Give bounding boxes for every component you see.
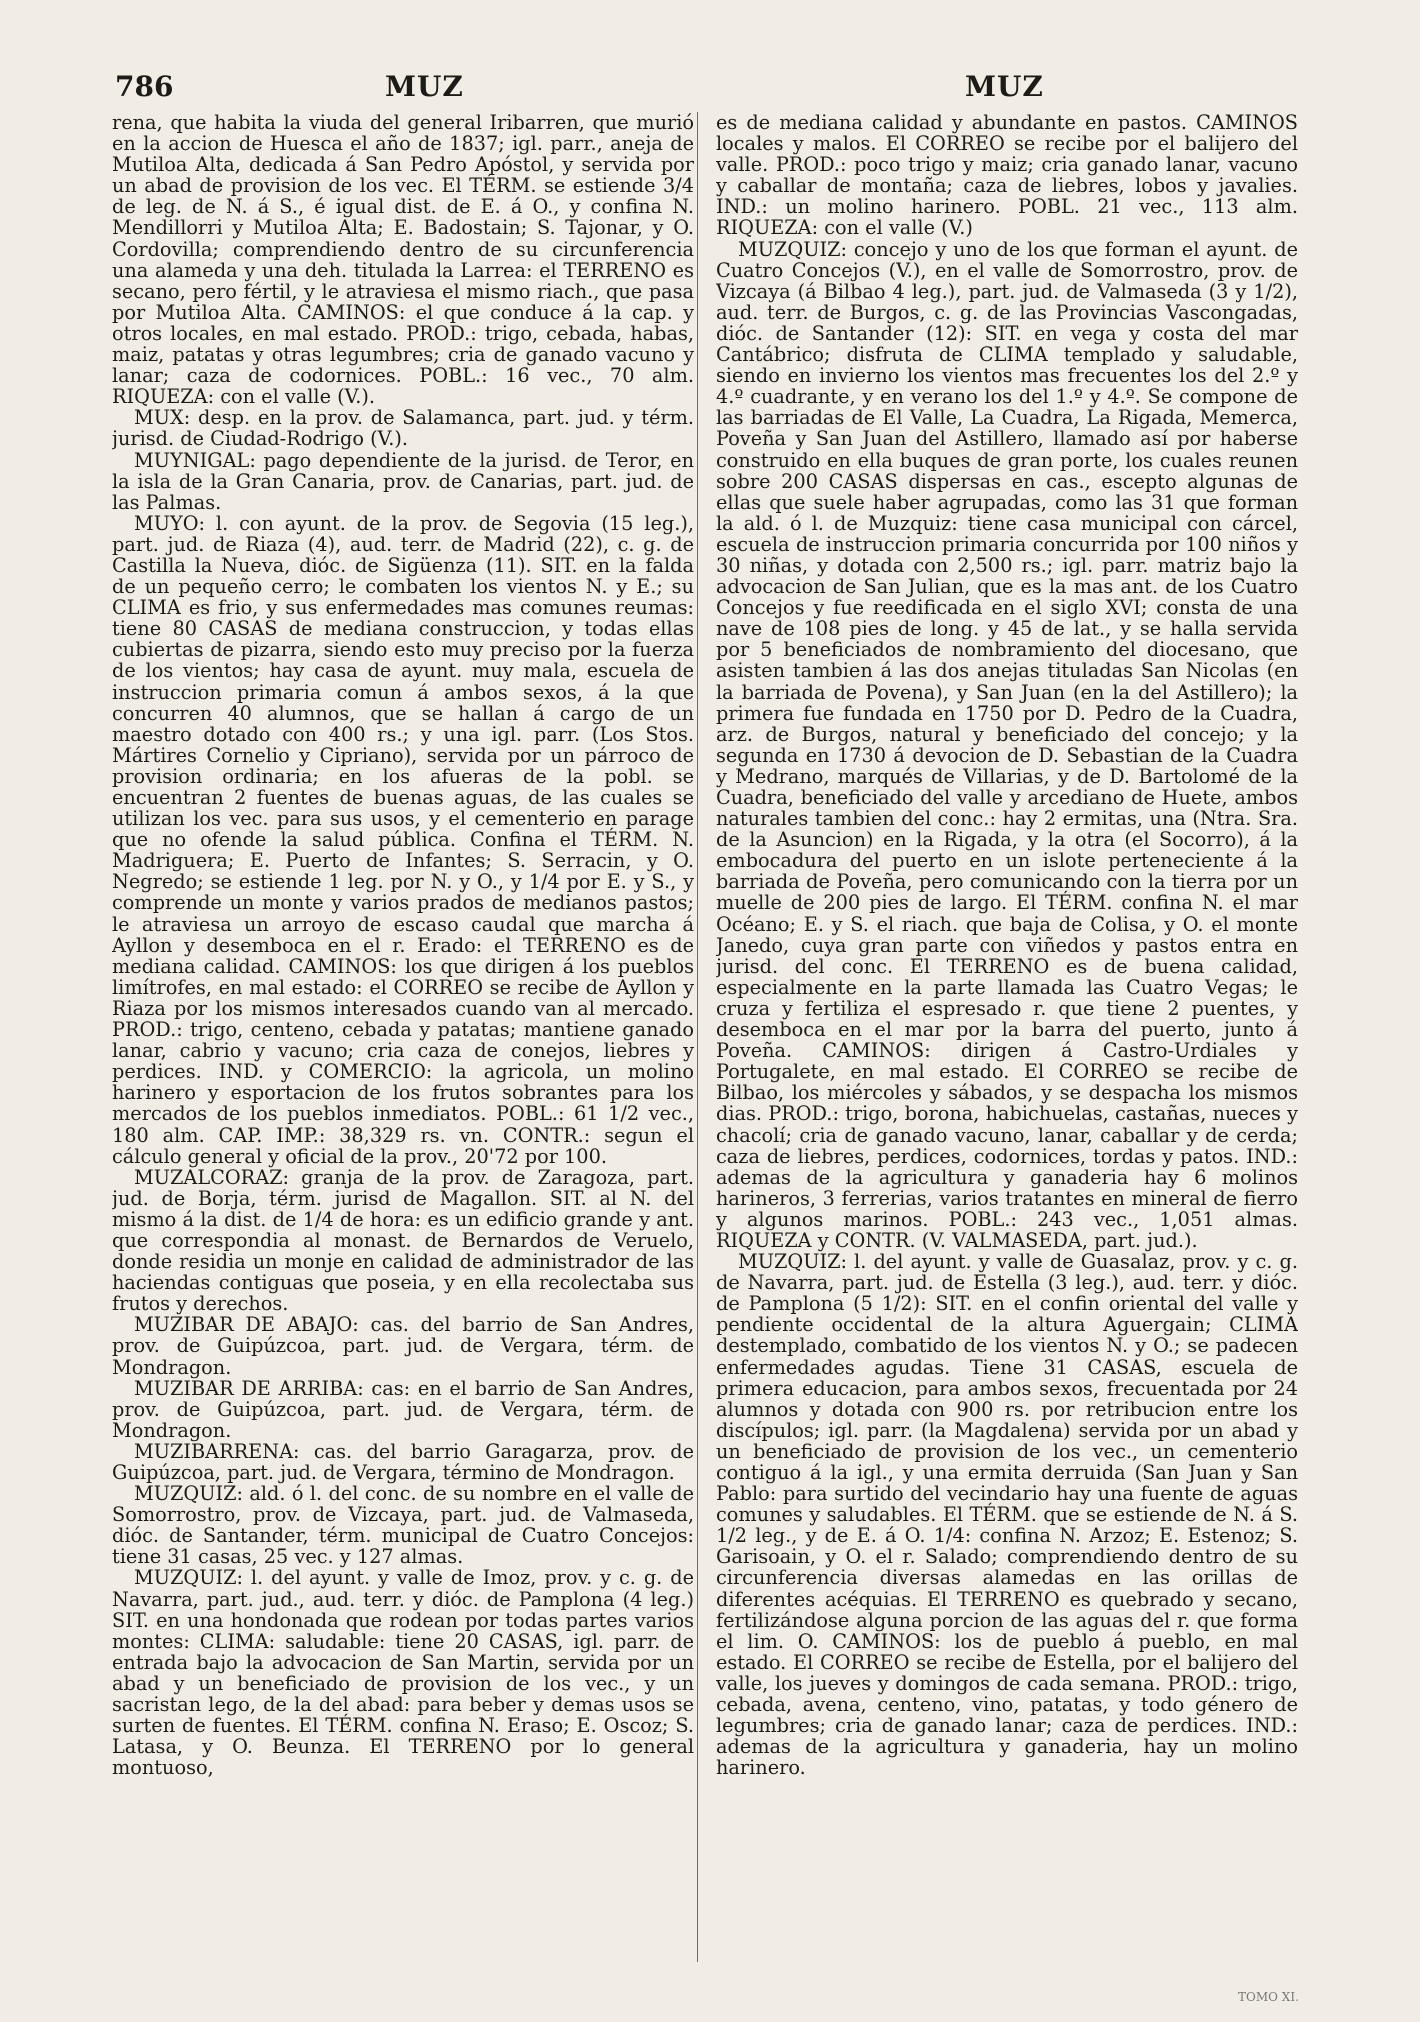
entry: MUZQUIZ: concejo y uno de los que forman el ayunt. de Cuatro Concejos (V.), en el valle de Somorrostro, prov. de Vizcaya (á Bilbao 4 leg.), part. jud. de Valmaseda (3 y 1/2), aud. terr. de Burgos, c. g. de las Provincias Vascongadas, dióc. de Santander (12): SIT. en vega y costa del mar Cantábrico; disfruta de CLIMA templado y saludable, siendo en invierno los vientos mas frecuentes los del 2.º y 4.º cuadrante, y en verano los del 1.º y 4.º. Se compone de las barriadas de El Valle, La Cuadra, La Rigada, Memerca, Poveña y San Juan del Astillero, llamado así por haberse construido en ella buques de gran porte, los cuales reunen sobre 200 CASAS dispersas en cas., escepto algunas de ellas que suele haber agrupadas, como las 31 que forman la ald. ó l. de Muzquiz: tiene casa municipal con cárcel, escuela de instruccion primaria concurrida por 100 niños y 30 niñas, y dotada con 2,500 rs.; igl. parr. matriz bajo la advocacion de San Julian, que es la mas ant. de los Cuatro Concejos y fue reedificada en el siglo XVI; consta de una nave de 108 pies de long. y 45 de lat., y se halla servida por 5 beneficiados de nombramiento del diocesano, que asisten tambien á las dos anejas tituladas San Nicolas (en la barriada de Povena), y San Juan (en la del Astillero); la primera fue fundada en 1750 por D. Pedro de la Cuadra, arz. de Burgos, natural y beneficiado del concejo; y la segunda en 1730 á devocion de D. Sebastian de la Cuadra y Medrano, marqués de Villarias, y de D. Bartolomé de la Cuadra, beneficiado del valle y arcediano de Huete, ambos naturales tambien del conc.: hay 2 ermitas, una (Ntra. Sra. de la Asuncion) en la Rigada, y la otra (el Socorro), á la embocadura del puerto en un islote perteneciente á la barriada de Poveña, pero comunicando con la tierra por un muelle de 200 pies de largo. El TÉRM. confina N. el mar Océano; E. y S. el riach. que baja de Colisa, y O. el monte Janedo, cuya gran parte con viñedos y pastos entra en jurisd. del conc. El TERRENO es de buena calidad, especialmente en la parte llamada las Cuatro Vegas; le cruza y fertiliza el espresado r. que tiene 2 puentes, y desemboca en el mar por la barra del puerto, junto á Poveña. CAMINOS: dirigen á Castro-Urdiales y Portugalete, en mal estado. El CORREO se recibe de Bilbao, los miércoles y sábados, y se despacha los mismos dias. PROD.: trigo, borona, habichuelas, castañas, nueces y chacolí; cria de ganado vacuno, lanar, caballar y de cerda; caza de liebres, perdices, codornices, tordas y patos. IND.: ademas de la agricultura y ganaderia hay 6 molinos harineros, 3 ferrerias, varios tratantes en mineral de fierro y algunos marinos. POBL.: 243 vec., 1,051 almas. RIQUEZA y CONTR. (V. VALMASEDA, part. jud.). xyxy=(716,237,1298,1252)
volume-signature: TOMO XI. xyxy=(1238,1990,1299,2004)
entry: MUZIBARRENA: cas. del barrio Garagarza, prov. de Guipúzcoa, part. jud. de Vergara, término de Mondragon. xyxy=(112,1439,694,1484)
entry: MUZQUIZ: l. del ayunt. y valle de Guasalaz, prov. y c. g. de Navarra, part. jud. de Estella (3 leg.), aud. terr. y dióc. de Pamplona (5 1/2): SIT. en el confin oriental del valle y pendiente occidental de la altura Aguergain; CLIMA destemplado, combatido de los vientos N. y O.; se padecen enfermedades agudas. Tiene 31 CASAS, escuela de primera educacion, para ambos sexos, frecuentada por 24 alumnos y dotada con 900 rs. por retribucion entre los discípulos; igl. parr. (la Magdalena) servida por un abad y un beneficiado de provision de los vec., un cementerio contiguo á la igl., y una ermita derruida (San Juan y San Pablo: para surtido del vecindario hay una fuente de aguas comunes y saludables. El TÉRM. que se estiende de N. á S. 1/2 leg., y de E. á O. 1/4: confina N. Arzoz; E. Estenoz; S. Garisoain, y O. el r. Salado; comprendiendo dentro de su circunferencia diversas alamedas en las orillas de diferentes acéquias. El TERRENO es quebrado y secano, fertilizándose alguna porcion de las aguas del r. que forma el lim. O. CAMINOS: los de pueblo á pueblo, en mal estado. El CORREO se recibe de Estella, por el balijero del valle, los jueves y domingos de cada semana. PROD.: trigo, cebada, avena, centeno, vino, patatas, y todo género de legumbres; cria de ganado lanar; caza de perdices. IND.: ademas de la agricultura y ganaderia, hay un molino harinero. xyxy=(716,1250,1298,1780)
entry: MUZQUIZ: l. del ayunt. y valle de Imoz, prov. y c. g. de Navarra, part. jud., aud. terr. y dióc. de Pamplona (4 leg.) SIT. en una hondonada que rodean por todas partes varios montes: CLIMA: saludable: tiene 20 CASAS, igl. parr. de entrada bajo la advocacion de San Martin, servida por un abad y un beneficiado de provision de los vec., y un sacristan lego, de la del abad: para beber y demas usos se surten de fuentes. El TÉRM. confina N. Eraso; E. Oscoz; S. Latasa, y O. Beunza. El TERRENO por lo general montuoso, xyxy=(112,1566,694,1780)
entry: MUYNIGAL: pago dependiente de la jurisd. de Teror, en la isla de la Gran Canaria, prov. de Canarias, part. jud. de las Palmas. xyxy=(112,448,694,514)
entry: MUYO: l. con ayunt. de la prov. de Segovia (15 leg.), part. jud. de Riaza (4), aud. terr. de Madrid (22), c. g. de Castilla la Nueva, dióc. de Sigüenza (11). SIT. en la falda de un pequeño cerro; le combaten los vientos N. y E.; su CLIMA es frio, y sus enfermedades mas comunes reumas: tiene 80 CASAS de mediana construccion, y todas ellas cubiertas de pizarra, siendo esto muy preciso por la fuerza de los vientos; hay casa de ayunt. muy mala, escuela de instruccion primaria comun á ambos sexos, á la que concurren 40 alumnos, que se hallan á cargo de un maestro dotado con 400 rs.; y una igl. parr. (Los Stos. Mártires Cornelio y Cipriano), servida por un párroco de provision ordinaria; en los afueras de la pobl. se encuentran 2 fuentes de buenas aguas, de las cuales se utilizan los vec. para sus usos, y el cementerio en parage que no ofende la salud pública. Confina el TÉRM. N. Madriguera; E. Puerto de Infantes; S. Serracin, y O. Negredo; se estiende 1 leg. por N. y O., y 1/4 por E. y S., y comprende un monte y varios prados de medianos pastos; le atraviesa un arroyo de escaso caudal que marcha á Ayllon y desemboca en el r. Erado: el TERRENO es de mediana calidad. CAMINOS: los que dirigen á los pueblos limítrofes, en mal estado: el CORREO se recibe de Ayllon y Riaza por los mismos interesados cuando van al mercado. PROD.: trigo, centeno, cebada y patatas; mantiene ganado lanar, cabrio y vacuno; cria caza de conejos, liebres y perdices. IND. y COMERCIO: la agricola, un molino harinero y esportacion de los frutos sobrantes para los mercados de los pueblos inmediatos. POBL.: 61 1/2 vec., 180 alm. CAP. IMP.: 38,329 rs. vn. CONTR.: segun el cálculo general y oficial de la prov., 20'72 por 100. xyxy=(112,511,694,1168)
entry: MUX: desp. en la prov. de Salamanca, part. jud. y térm. jurisd. de Ciudad-Rodrigo (V.). xyxy=(112,406,694,451)
entry: rena, que habita la viuda del general Iribarren, que murió en la accion de Huesca el año de 1837; igl. parr., aneja de Mutiloa Alta, dedicada á San Pedro Apóstol, y servida por un abad de provision de los vec. El TÉRM. se estiende 3/4 de leg. de N. á S., é igual dist. de E. á O., y confina N. Mendillorri y Mutiloa Alta; E. Badostain; S. Tajonar, y O. Cordovilla; comprendiendo dentro de su circunferencia una alameda y una deh. titulada la Larrea: el TERRENO es secano, pero fértil, y le atraviesa el mismo riach., que pasa por Mutiloa Alta. CAMINOS: el que conduce á la cap. y otros locales, en mal estado. PROD.: trigo, cebada, habas, maiz, patatas y otras legumbres; cria de ganado vacuno y lanar; caza de codornices. POBL.: 16 vec., 70 alm. RIQUEZA: con el valle (V.). xyxy=(112,112,694,409)
entry: MUZIBAR DE ABAJO: cas. del barrio de San Andres, prov. de Guipúzcoa, part. jud. de Vergara, térm. de Mondragon. xyxy=(112,1313,694,1379)
column-divider xyxy=(697,112,698,1962)
guide-word-left: MUZ xyxy=(385,70,464,103)
guide-word-right: MUZ xyxy=(965,70,1044,103)
right-column xyxy=(716,112,1298,1972)
page-header xyxy=(115,70,1315,114)
entry: es de mediana calidad y abundante en pastos. CAMINOS locales y malos. El CORREO se recibe por el balijero del valle. PROD.: poco trigo y maiz; cria ganado lanar, vacuno y caballar de montaña; caza de liebres, lobos y javalies. IND.: un molino harinero. POBL. 21 vec., 113 alm. RIQUEZA: con el valle (V.) xyxy=(716,112,1298,240)
entry: MUZALCORAZ: granja de la prov. de Zaragoza, part. jud. de Borja, térm. jurisd de Magallon. SIT. al N. del mismo á la dist. de 1/4 de hora: es un edificio grande y ant. que correspondia al monast. de Bernardos de Veruelo, donde residia un monje en calidad de administrador de las haciendas contiguas que poseia, y en ella recolectaba sus frutos y derechos. xyxy=(112,1165,694,1316)
entry: MUZQUIZ: ald. ó l. del conc. de su nombre en el valle de Somorrostro, prov. de Vizcaya, part. jud. de Valmaseda, dióc. de Santander, térm. municipal de Cuatro Concejos: tiene 31 casas, 25 vec. y 127 almas. xyxy=(112,1482,694,1569)
left-column xyxy=(112,112,694,1972)
entry: MUZIBAR DE ARRIBA: cas: en el barrio de San Andres, prov. de Guipúzcoa, part. jud. de Vergara, térm. de Mondragon. xyxy=(112,1376,694,1442)
page-number: 786 xyxy=(115,70,174,103)
